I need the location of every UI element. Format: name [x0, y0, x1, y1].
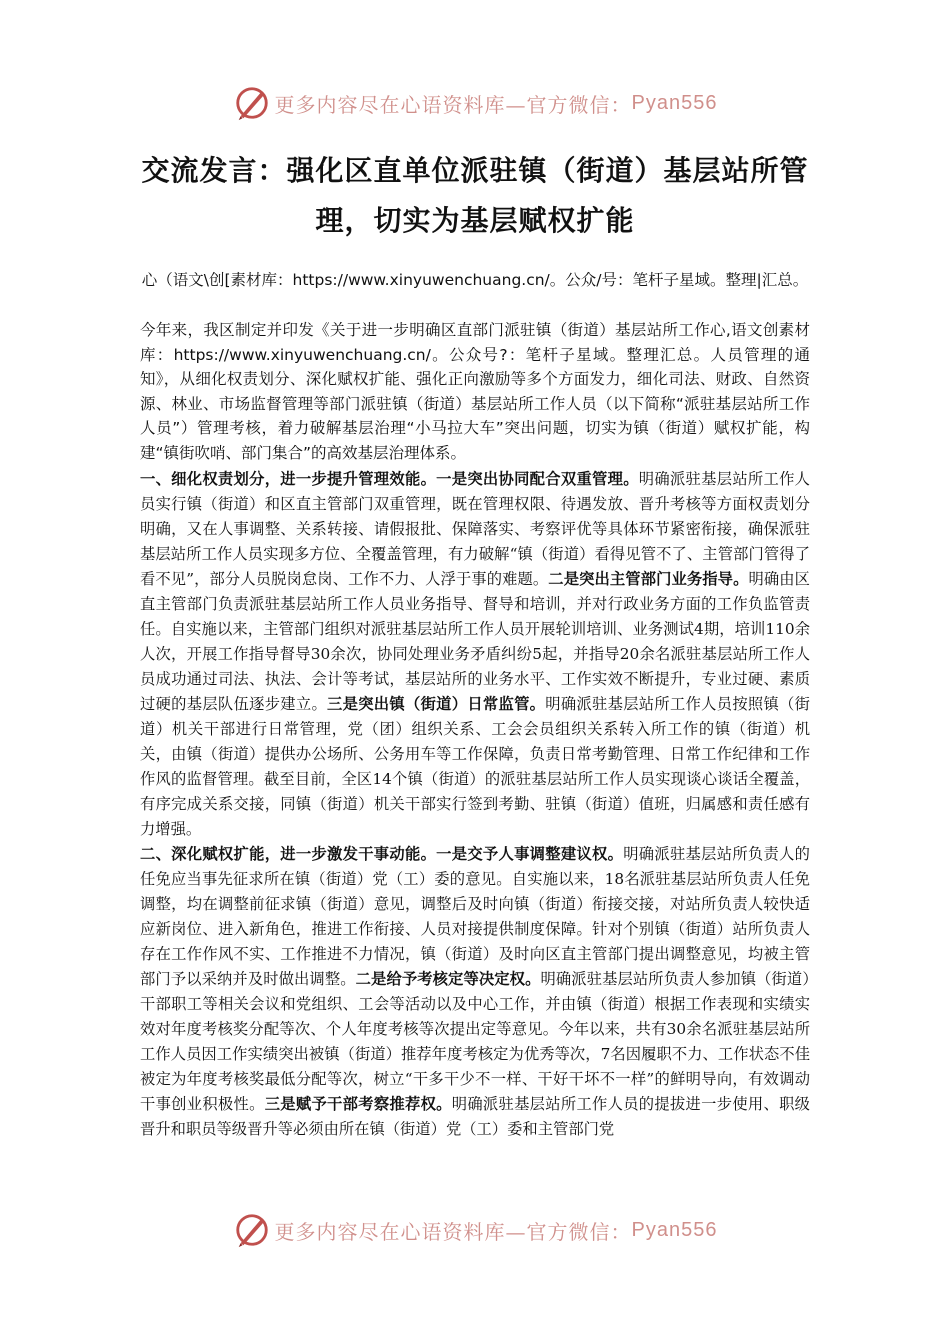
section-2-point-2-heading: 二是给予考核定等决定权。 [355, 970, 541, 988]
footer-banner [0, 1208, 950, 1252]
banner-text: 更多内容尽在心语资料库—官方微信： [274, 92, 632, 117]
banner-wechat-id: Pyan556 [631, 91, 718, 114]
section-1-point-3-text: 明确派驻基层站所工作人员按照镇（街道）机关干部进行日常管理，党（团）组织关系、工会会员组织关系转入所工作的镇（街道）机关，由镇（街道）提供办公场所、公务用车等工作保障，负责日常考勤管理、日常工作纪律和工作作风的监督管理。截至目前，全区14个镇（街道）的派驻基层站所工作人员实现谈心谈话全覆盖，有序完成关系交接，同镇（街道）机关干部实行签到考勤、驻镇（街道）值班，归属感和责任感有力增强。 [140, 695, 810, 838]
pen-logo-icon [233, 84, 271, 122]
article-body [140, 467, 810, 1142]
page-title: 交流发言：强化区直单位派驻镇（街道）基层站所管理，切实为基层赋权扩能 [141, 154, 809, 237]
banner-wechat-id: Pyan556 [631, 1218, 718, 1241]
pen-logo-icon [233, 1211, 271, 1249]
section-1-heading: 一、细化权责划分，进一步提升管理效能。 [140, 470, 437, 488]
source-note: 心（语文\创[素材库：https://www.xinyuwenchuang.cn/。公众/号：笔杆子星域。整理|汇总。 [141, 271, 809, 289]
section-1-point-3-heading: 三是突出镇（街道）日常监管。 [327, 695, 546, 713]
section-2-point-3-text: 明确派驻基层站所工作人员的提拔进一步使用、职级晋升和职员等级晋升等必须由所在镇（街道）党（工）委和主管部门党 [140, 1095, 810, 1138]
section-1-point-1-heading: 一是突出协同配合双重管理。 [436, 470, 639, 488]
section-1-point-2-text: 明确由区直主管部门负责派驻基层站所工作人员业务指导、督导和培训，并对行政业务方面的工作负监管责任。自实施以来，主管部门组织对派驻基层站所工作人员开展轮训培训、业务测试4期，培训110余人次，开展工作指导督导30余次，协同处理业务矛盾纠纷5起，并指导20余名派驻基层站所工作人员成功通过司法、执法、会计等考试，基层站所的业务水平、工作实效不断提升，专业过硬、素质过硬的基层队伍逐步建立。 [140, 570, 810, 713]
section-2-point-1-text: 明确派驻基层站所负责人的任免应当事先征求所在镇（街道）党（工）委的意见。自实施以来，18名派驻基层站所负责人任免调整，均在调整前征求镇（街道）意见，调整后及时向镇（街道）衔接交接，对站所负责人较快适应新岗位、进入新角色，推进工作衔接、人员对接提供制度保障。针对个别镇（街道）站所负责人存在工作作风不实、工作推进不力情况，镇（街道）及时向区直主管部门提出调整意见，均被主管部门予以采纳并及时做出调整。 [140, 845, 810, 988]
section-2-point-3-heading: 三是赋予干部考察推荐权。 [264, 1095, 452, 1113]
section-2-point-1-heading: 一是交予人事调整建议权。 [436, 845, 624, 863]
lead-paragraph: 今年来，我区制定并印发《关于进一步明确区直部门派驻镇（街道）基层站所工作心,语文创素材库：https://www.xinyuwenchuang.cn/。公众号?：笔杆子星域。整理汇总。人员管理的通知》，从细化权责划分、深化赋权扩能、强化正向激励等多个方面发力，细化司法、财政、自然资源、林业、市场监督管理等部门派驻镇（街道）基层站所工作人员（以下简称“派驻基层站所工作人员”）管理考核，着力破解基层治理“小马拉大车”突出问题，切实为镇（街道）赋权扩能，构建“镇街吹哨、部门集合”的高效基层治理体系。 [140, 321, 810, 462]
section-1-point-2-heading: 二是突出主管部门业务指导。 [548, 570, 749, 588]
banner-text: 更多内容尽在心语资料库—官方微信： [274, 1219, 632, 1244]
header-banner [0, 81, 950, 125]
section-2-heading: 二、深化赋权扩能，进一步激发干事动能。 [140, 845, 437, 863]
section-2-point-2-text: 明确派驻基层站所负责人参加镇（街道）干部职工等相关会议和党组织、工会等活动以及中心工作，并由镇（街道）根据工作表现和实绩实效对年度考核奖分配等次、个人年度考核等次提出定等意见。今年以来，共有30余名派驻基层站所工作人员因工作实绩突出被镇（街道）推荐年度考核定为优秀等次，7名因履职不力、工作状态不佳被定为年度考核奖最低分配等次，树立“干多干少不一样、干好干坏不一样”的鲜明导向，有效调动干事创业积极性。 [140, 970, 810, 1113]
section-2-paragraph [140, 842, 810, 1142]
section-1-paragraph [140, 467, 810, 842]
section-1-point-1-text: 明确派驻基层站所工作人员实行镇（街道）和区直主管部门双重管理，既在管理权限、待遇发放、晋升考核等方面权责划分明确，又在人事调整、关系转接、请假报批、保障落实、考察评优等具体环节紧密衔接，确保派驻基层站所工作人员实现多方位、全覆盖管理，有力破解“镇（街道）看得见管不了、主管部门管得了看不见”，部分人员脱岗怠岗、工作不力、人浮于事的难题。 [140, 470, 810, 588]
